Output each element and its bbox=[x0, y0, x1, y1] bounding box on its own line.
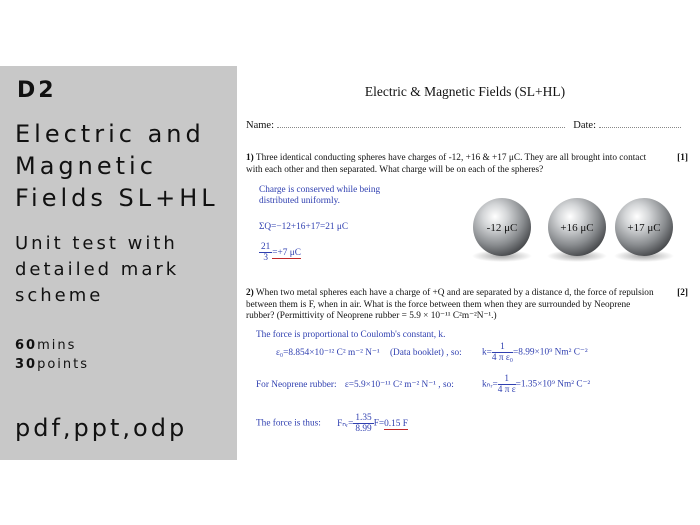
question-1-marks: [1] bbox=[677, 153, 688, 163]
points: 30points bbox=[15, 357, 90, 372]
q1-result: $\frac{21}{3}$ =+7 μC bbox=[261, 242, 301, 263]
cover-title-line: Fields SL+HL bbox=[15, 184, 219, 212]
unit-code: D2 bbox=[17, 78, 57, 103]
name-date-row bbox=[246, 118, 688, 131]
cover-subtitle-line: scheme bbox=[15, 285, 104, 306]
q2-line-1: The force is proportional to Coulomb's constant, k. bbox=[256, 330, 446, 340]
cover-subtitle-line: detailed mark bbox=[15, 259, 180, 280]
name-line bbox=[277, 118, 565, 128]
name-label: Name: bbox=[246, 120, 274, 131]
sphere-1-label: -12 μC bbox=[486, 222, 518, 234]
question-1: 1) Three identical conducting spheres have charges of -12, +16 & +17 μC. They are all brought into contact with each other and then separated. What charge will be on each of the spheres? bbox=[246, 153, 647, 175]
question-2-text: When two metal spheres each have a charge of +Q and are separated by a distance d, the force of repulsion between them is F, when in air. What is the force between them when they are surrounded by Neoprene rubber? (Permittivity of Neoprene rubber = 5.9 × 10⁻¹¹ C²m⁻²N⁻¹.) bbox=[246, 288, 654, 321]
q1-answer-line: distributed uniformly. bbox=[259, 196, 340, 206]
question-2: 2) When two metal spheres each have a charge of +Q and are separated by a distance d, the force of repulsion between them is F, when in air. What is the force between them when they are surrounded by Neoprene rubber? (Permittivity of Neoprene rubber = 5.9 × 10⁻¹¹ C²m⁻²N⁻¹.) bbox=[246, 288, 654, 321]
cover-panel bbox=[0, 66, 237, 460]
sphere-3-label: +17 μC bbox=[627, 222, 661, 234]
date-label: Date: bbox=[573, 120, 596, 131]
cover-title-line: Magnetic bbox=[15, 152, 157, 180]
cover-title-line: Electric and bbox=[15, 120, 205, 148]
duration: 60mins bbox=[15, 338, 77, 353]
document-title: Electric & Magnetic Fields (SL+HL) bbox=[364, 84, 566, 99]
q2-neoprene-row: For Neoprene rubber: ε=5.9×10⁻¹¹ C² m⁻² N⁻¹ , so: bbox=[256, 380, 454, 390]
question-2-marks: [2] bbox=[677, 288, 688, 298]
sphere-2-label: +16 μC bbox=[560, 222, 594, 234]
question-1-text: Three identical conducting spheres have charges of -12, +16 & +17 μC. They are all brought into contact with each other and then separated. What charge will be on each of the spheres? bbox=[246, 153, 647, 175]
cover-subtitle-line: Unit test with bbox=[15, 233, 178, 254]
test-document bbox=[240, 0, 700, 525]
spheres-illustration bbox=[462, 190, 694, 266]
file-formats: pdf,ppt,odp bbox=[15, 414, 188, 442]
q2-kn-formula: kₙᵣ= $\frac{1}{\text{4 π ε}}$ =1.35×10⁹ Nm² C⁻² bbox=[482, 374, 591, 395]
q2-eps0-row: ε₀=8.854×10⁻¹² C² m⁻² N⁻¹ (Data booklet) , so: bbox=[276, 348, 462, 358]
cover-title bbox=[15, 118, 237, 214]
q2-force-row: The force is thus: Fₙᵣ= $\frac{1.35}{8.99}$ F=0.15 F bbox=[256, 413, 408, 434]
date-line bbox=[599, 118, 681, 128]
q1-sum: ΣQ=−12+16+17=21 μC bbox=[259, 222, 349, 232]
q2-k-formula: k= $\frac{1}{\text{4 π ε₀}}$ =8.99×10⁹ Nm² C⁻² bbox=[482, 342, 588, 363]
test-meta bbox=[15, 336, 89, 374]
cover-subtitle bbox=[15, 231, 237, 309]
q1-answer-line: Charge is conserved while being bbox=[259, 185, 381, 195]
